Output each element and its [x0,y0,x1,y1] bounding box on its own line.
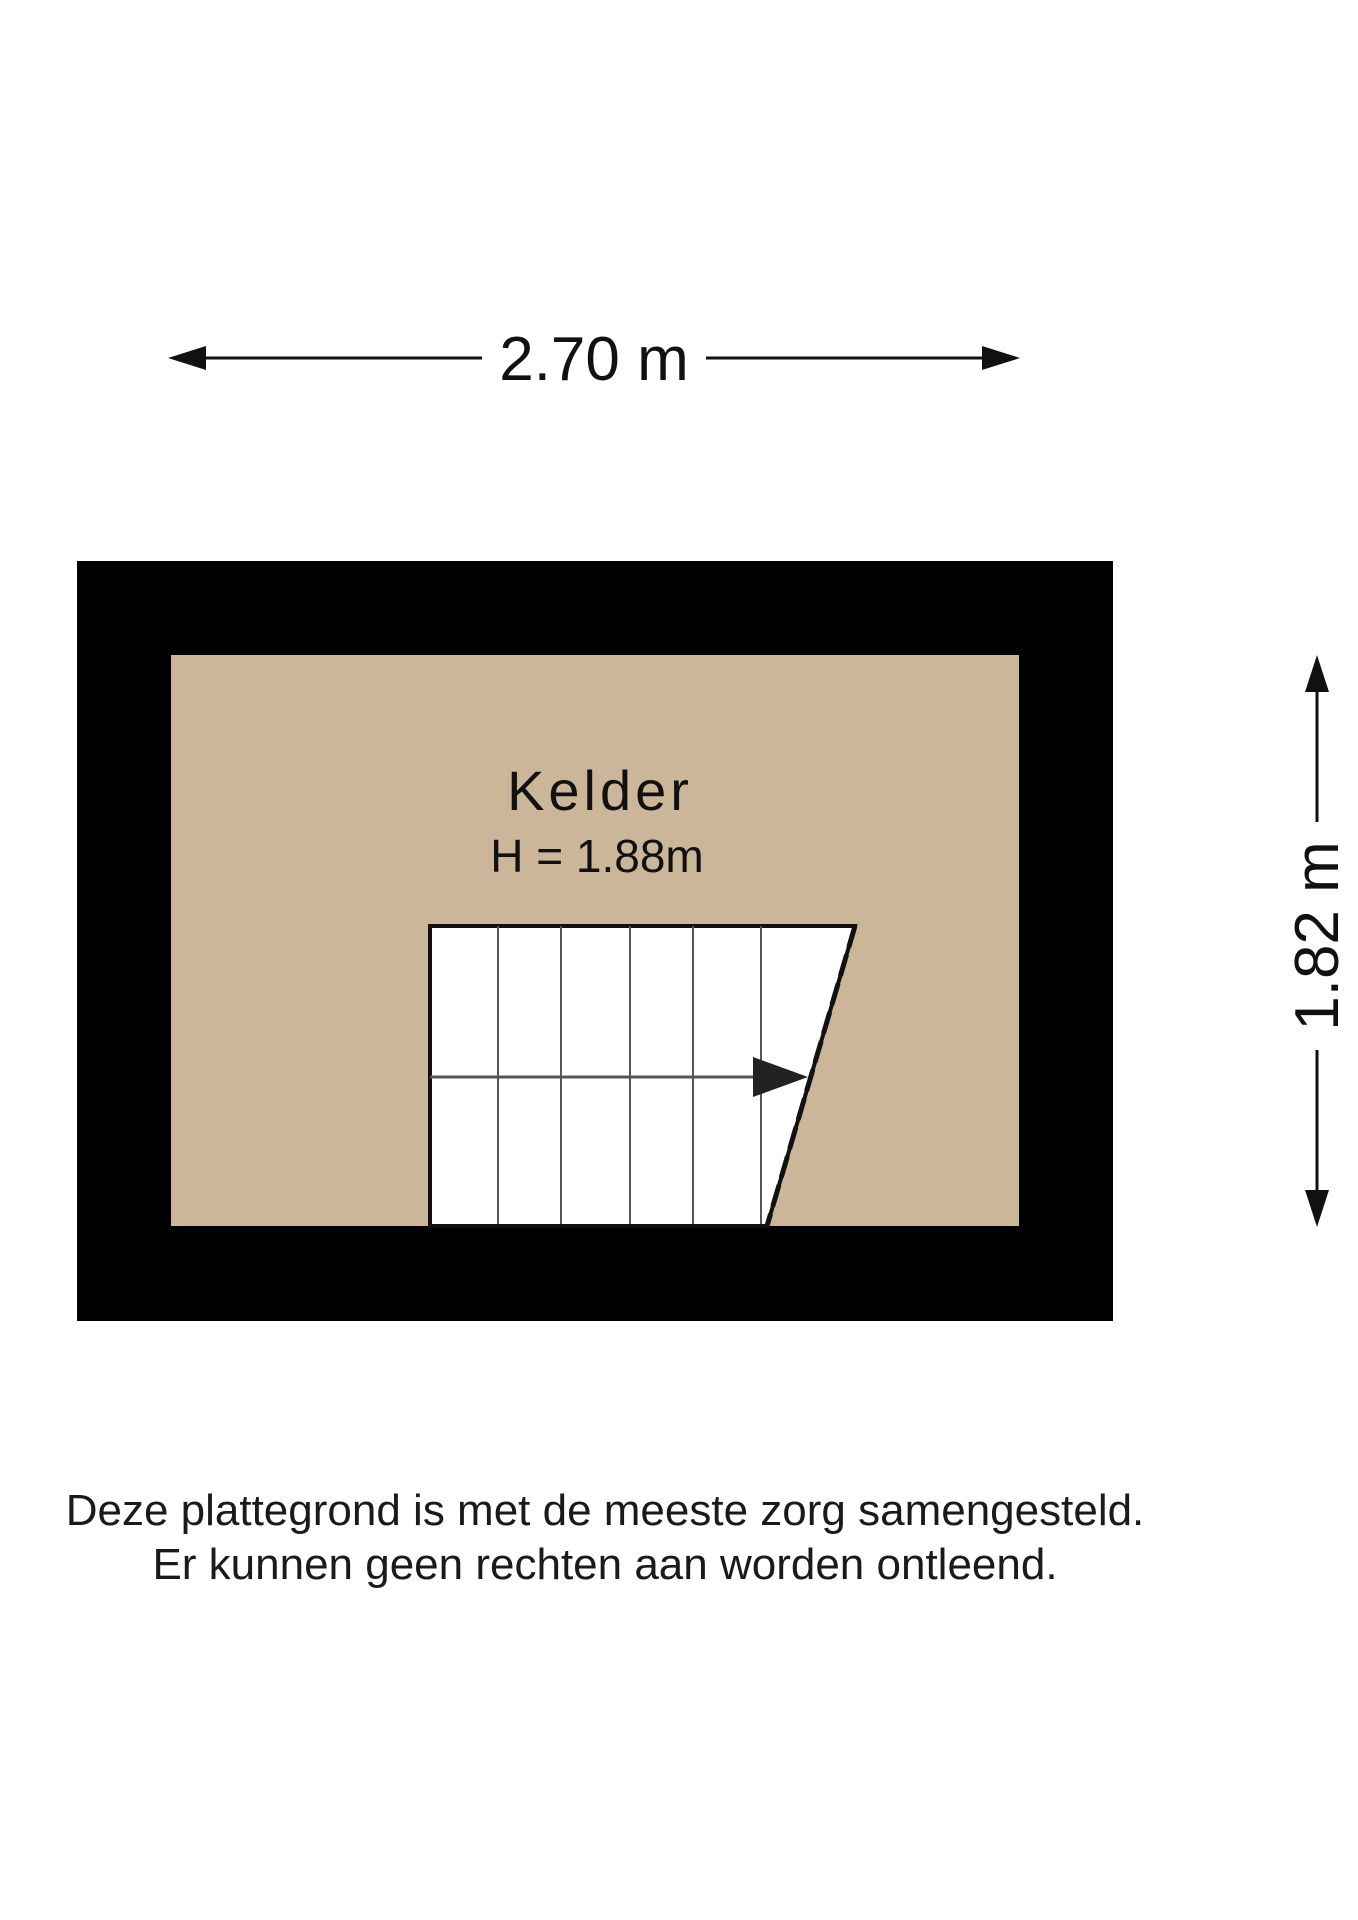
width-dimension-label: 2.70 m [499,325,689,394]
disclaimer-line-2: Er kunnen geen rechten aan worden ontleend. [152,1540,1058,1589]
depth-dimension-label: 1.82 m [1283,841,1352,1031]
arrow-up-icon [1305,655,1329,692]
arrow-left-icon [168,346,206,370]
depth-dimension [1283,655,1352,1227]
width-dimension [168,325,1020,394]
arrow-right-icon [982,346,1020,370]
arrow-down-icon [1305,1190,1329,1227]
room-name: Kelder [507,759,693,822]
disclaimer-line-1: Deze plattegrond is met de meeste zorg samengesteld. [65,1486,1145,1535]
disclaimer [0,1484,1210,1592]
room-height: H = 1.88m [490,830,704,882]
